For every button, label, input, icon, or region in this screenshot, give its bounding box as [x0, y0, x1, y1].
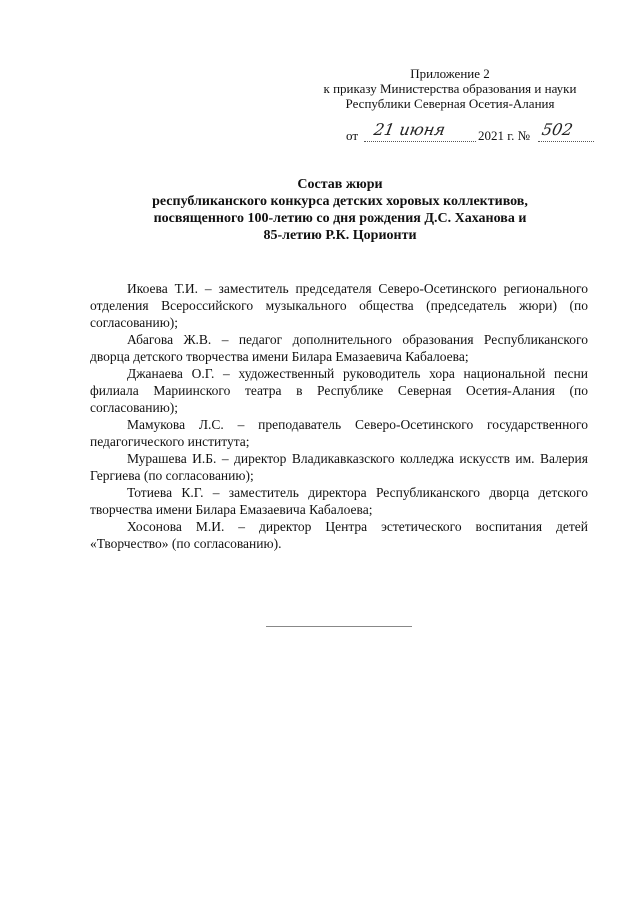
title-line-2: республиканского конкурса детских хоровых коллективов, — [152, 194, 528, 209]
appendix-order-ref: к приказу Министерства образования и науки — [323, 81, 577, 96]
order-number-handwritten: 502 — [540, 120, 575, 139]
order-year: 2021 г. № — [478, 128, 531, 143]
jury-member: Джанаева О.Г. – художественный руководитель хора национальной песни филиала Мариинского театра в Республике Северная Осетия-Алания (по согласованию); — [90, 366, 588, 415]
order-date-handwritten: 21 июня — [372, 120, 447, 139]
date-blank-line — [364, 141, 476, 142]
title-line-4: 85-летию Р.К. Цорионти — [263, 228, 417, 243]
number-blank-line — [538, 141, 594, 142]
document-title — [100, 176, 580, 244]
title-line-3: посвященного 100-летию со дня рождения Д.С. Хаханова и — [153, 211, 527, 226]
order-date-line — [346, 120, 606, 146]
jury-member: Икоева Т.И. – заместитель председателя Северо-Осетинского регионального отделения Всероссийского музыкального общества (председатель жюри) (по согласованию); — [90, 281, 588, 330]
jury-member: Абагова Ж.В. – педагог дополнительного образования Республиканского дворца детского творчества имени Билара Емазаевича Кабалоева; — [90, 332, 588, 364]
jury-members-list — [90, 280, 588, 552]
title-line-1: Состав жюри — [297, 177, 383, 192]
jury-member: Хосонова М.И. – директор Центра эстетического воспитания детей «Творчество» (по согласованию). — [90, 519, 588, 551]
jury-member: Мурашева И.Б. – директор Владикавказского колледжа искусств им. Валерия Гергиева (по согласованию); — [90, 451, 588, 483]
jury-member: Тотиева К.Г. – заместитель директора Республиканского дворца детского творчества имени Билара Емазаевича Кабалоева; — [90, 485, 588, 517]
appendix-republic: Республики Северная Осетия-Алания — [345, 96, 555, 111]
end-divider — [266, 626, 412, 627]
appendix-header — [300, 66, 600, 111]
appendix-number: Приложение 2 — [410, 66, 490, 81]
order-from-label: от — [346, 128, 359, 143]
jury-member: Мамукова Л.С. – преподаватель Северо-Осетинского государственного педагогического института; — [90, 417, 588, 449]
